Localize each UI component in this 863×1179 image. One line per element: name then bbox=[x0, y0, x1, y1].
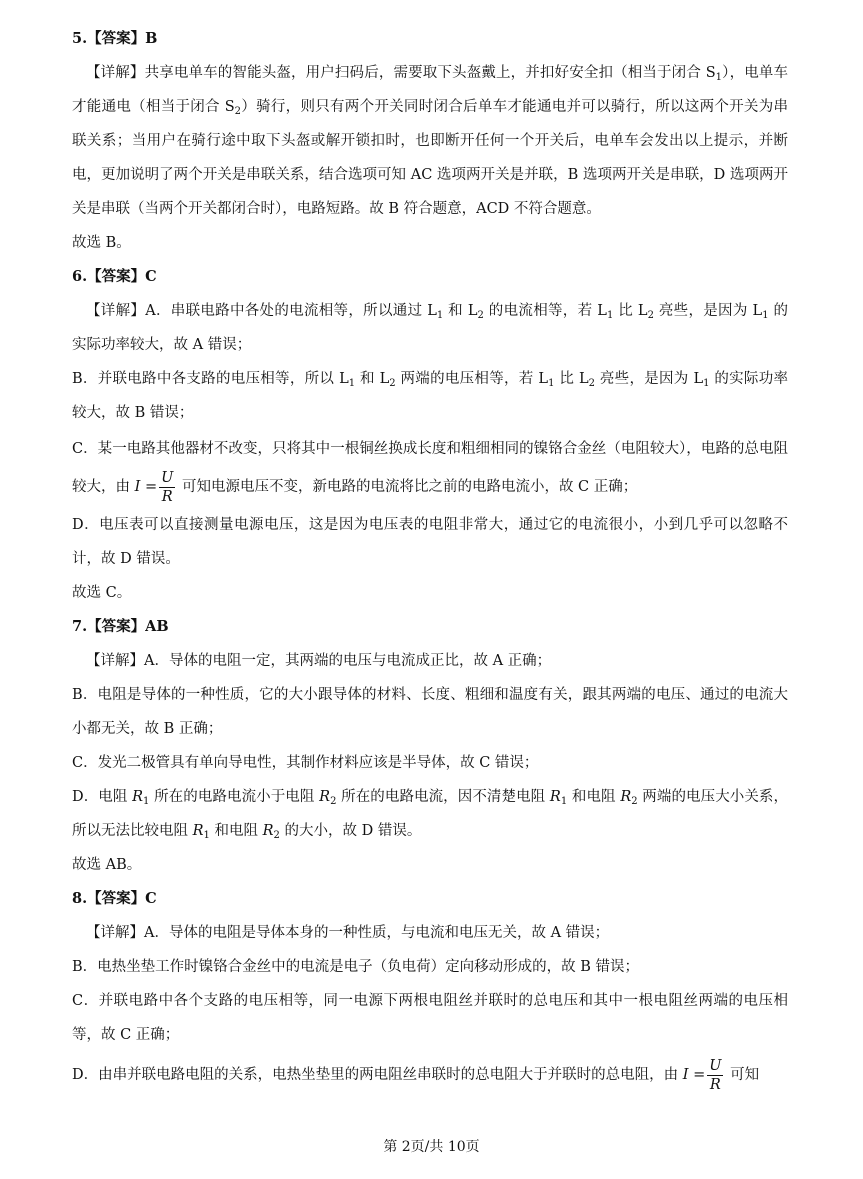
q5-answer-value: B bbox=[145, 30, 158, 47]
formula-lhs: I = bbox=[134, 479, 158, 495]
q6-option-a: 【详解】A．串联电路中各处的电流相等，所以通过 $L_1$ 和 $L_2$ 的电流相等，若 $L_1$ 比 $L_2$ 亮些，是因为 $L_1$ 的实际功率较大，故 A 错误； bbox=[72, 303, 788, 353]
q8-answer-heading bbox=[72, 882, 788, 916]
page-footer: 第 2页/共 10页 bbox=[383, 1139, 480, 1155]
q5-answer-heading bbox=[72, 22, 788, 56]
q6-answer-heading bbox=[72, 260, 788, 294]
q5-conclusion: 故选 B。 bbox=[72, 235, 131, 251]
q6-answer-value: C bbox=[145, 268, 157, 285]
q7-conclusion: 故选 AB。 bbox=[72, 857, 142, 873]
q8-option-d: D．由串并联电路电阻的关系，电热坐垫里的两电阻丝串联时的总电阻大于并联时的总电阻，由 I = $\frac{U}{R}$ 可知 bbox=[72, 1057, 760, 1093]
q6-option-d: D．电压表可以直接测量电源电压，这是因为电压表的电阻非常大，通过它的电流很小，小到几乎可以忽略不计，故 D 错误。 bbox=[72, 517, 788, 567]
formula-fraction: $\frac{U}{R}$ bbox=[161, 469, 174, 505]
q7-answer-value: AB bbox=[145, 618, 169, 635]
q5-detail: 【详解】共享电单车的智能头盔，用户扫码后，需要取下头盔戴上，并扣好安全扣（相当于闭合 $S_1$），电单车才能通电（相当于闭合 $S_2$）骑行，则只有两个开关同时闭合后单车才能通电并可以骑行，所以这两个开关为串联关系；当用户在骑行途中取下头盔或解开锁扣时，也即断开任何一个开关后，电单车会发出以上提示，并断电，更加说明了两个开关是串联关系，结合选项可知 AC 选项两开关是并联，B 选项两开关是串联，D 选项两开关是串联（当两个开关都闭合时），电路短路。故 B 符合题意，ACD 不符合题意。 bbox=[72, 65, 788, 217]
q7-option-b: B．电阻是导体的一种性质，它的大小跟导体的材料、长度、粗细和温度有关，跟其两端的电压、通过的电流大小都无关，故 B 正确； bbox=[72, 687, 788, 737]
q8-answer-tag: 【答案】 bbox=[87, 890, 146, 907]
q6-option-c: C．某一电路其他器材不改变，只将其中一根铜丝换成长度和粗细相同的镍铬合金丝（电阻较大），电路的总电阻较大，由 I = $\frac{U}{R}$ 可知电源电压不变，新电路的电流将比之前的电路电流小，故 C 正确； bbox=[72, 441, 788, 505]
q6-number: 6. bbox=[72, 268, 88, 285]
q6-answer-tag: 【答案】 bbox=[87, 268, 146, 285]
q8-answer-value: C bbox=[145, 890, 157, 907]
q8-number: 8. bbox=[72, 890, 88, 907]
q6-conclusion: 故选 C。 bbox=[72, 585, 132, 601]
q6-option-b: B．并联电路中各支路的电压相等，所以 $L_1$ 和 $L_2$ 两端的电压相等，若 $L_1$ 比 $L_2$ 亮些，是因为 $L_1$ 的实际功率较大，故 B 错误； bbox=[72, 371, 788, 421]
q8-option-c: C．并联电路中各个支路的电压相等，同一电源下两根电阻丝并联时的总电压和其中一根电阻丝两端的电压相等，故 C 正确； bbox=[72, 993, 788, 1043]
q5-answer-tag: 【答案】 bbox=[87, 30, 146, 47]
q7-answer-tag: 【答案】 bbox=[87, 618, 146, 635]
q7-option-a: 【详解】A．导体的电阻一定，其两端的电压与电流成正比，故 A 正确； bbox=[86, 653, 552, 669]
q7-option-c: C．发光二极管具有单向导电性，其制作材料应该是半导体，故 C 错误； bbox=[72, 755, 539, 771]
q7-answer-heading bbox=[72, 610, 788, 644]
q5-number: 5. bbox=[72, 30, 88, 47]
q8-option-b: B．电热坐垫工作时镍铬合金丝中的电流是电子（负电荷）定向移动形成的，故 B 错误； bbox=[72, 959, 640, 975]
q7-number: 7. bbox=[72, 618, 88, 635]
q7-option-d: D．电阻 $R_1$ 所在的电路电流小于电阻 $R_2$ 所在的电路电流，因不清楚电阻 $R_1$ 和电阻 $R_2$ 两端的电压大小关系，所以无法比较电阻 $R_1$ 和电阻 $R_2$ 的大小，故 D 错误。 bbox=[72, 789, 789, 841]
q8-option-a: 【详解】A．导体的电阻是导体本身的一种性质，与电流和电压无关，故 A 错误； bbox=[86, 925, 610, 941]
